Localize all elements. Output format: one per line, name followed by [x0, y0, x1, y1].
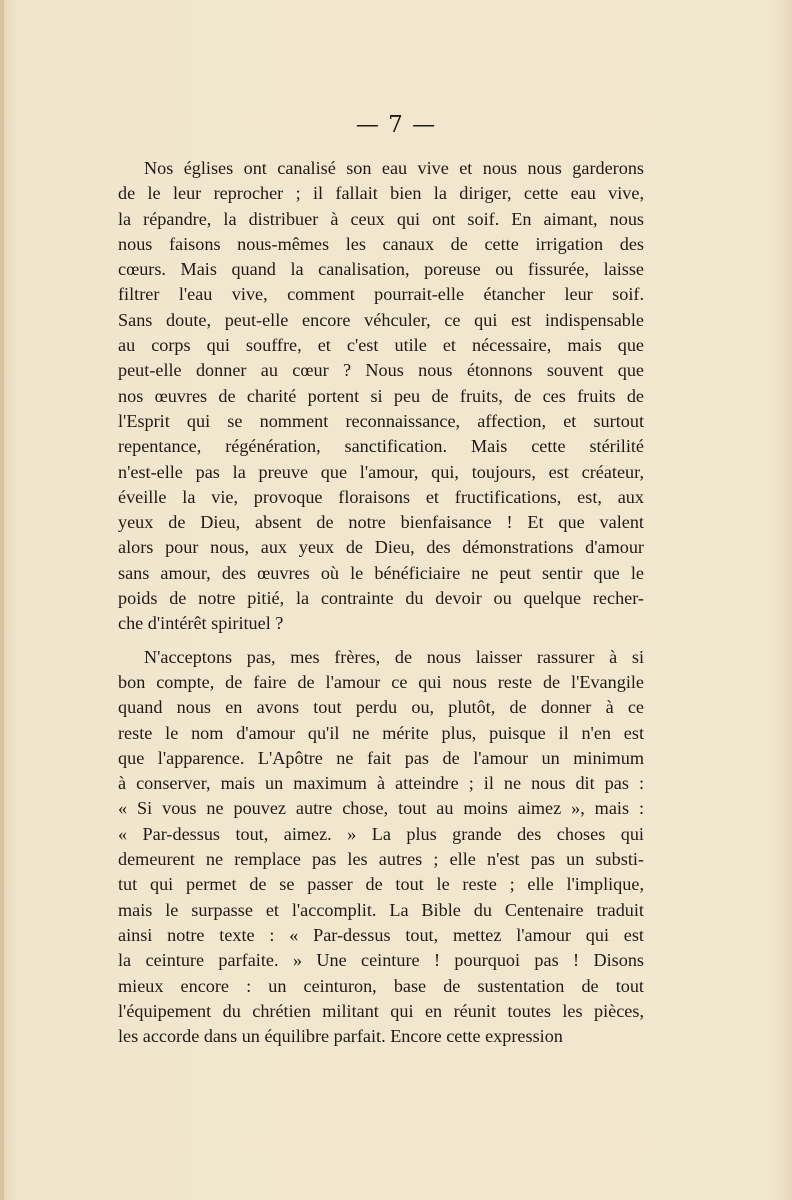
- text-line: sans amour, des œuvres où le bénéficiaire ne peut sentir que le: [118, 562, 644, 583]
- text-line: Sans doute, peut-elle encore véhculer, ce qui est indispensable: [118, 309, 644, 330]
- text-line: cœurs. Mais quand la canalisation, poreuse ou fissurée, laisse: [118, 259, 644, 280]
- page-binding-edge: [0, 0, 4, 1200]
- text-line: peut-elle donner au cœur ? Nous nous étonnons souvent que: [118, 360, 644, 381]
- text-line: yeux de Dieu, absent de notre bienfaisance ! Et que valent: [118, 512, 644, 533]
- text-line: N'acceptons pas, mes frères, de nous laisser rassurer à si: [144, 646, 644, 667]
- text-line: de le leur reprocher ; il fallait bien la diriger, cette eau vive,: [118, 183, 644, 204]
- text-line: l'Esprit qui se nomment reconnaissance, affection, et surtout: [118, 410, 644, 431]
- text-line: poids de notre pitié, la contrainte du devoir ou quelque recher-: [118, 588, 644, 609]
- text-line: bon compte, de faire de l'amour ce qui nous reste de l'Evangile: [118, 671, 644, 692]
- text-line: tut qui permet de se passer de tout le reste ; elle l'implique,: [118, 874, 644, 895]
- paragraph-2: [118, 645, 644, 1050]
- text-line: repentance, régénération, sanctification. Mais cette stérilité: [118, 436, 644, 457]
- text-line: la répandre, la distribuer à ceux qui ont soif. En aimant, nous: [118, 208, 644, 229]
- text-line: filtrer l'eau vive, comment pourrait-elle étancher leur soif.: [118, 284, 644, 305]
- text-line: l'équipement du chrétien militant qui en réunit toutes les pièces,: [118, 1000, 644, 1021]
- text-line: che d'intérêt spirituel ?: [118, 613, 284, 634]
- text-line: les accorde dans un équilibre parfait. Encore cette expression: [118, 1026, 563, 1047]
- text-line: ainsi notre texte : « Par-dessus tout, mettez l'amour qui est: [118, 924, 644, 945]
- text-line: demeurent ne remplace pas les autres ; elle n'est pas un substi-: [118, 849, 644, 870]
- text-line: « Par-dessus tout, aimez. » La plus grande des choses qui: [118, 823, 644, 844]
- text-line: la ceinture parfaite. » Une ceinture ! pourquoi pas ! Disons: [118, 950, 644, 971]
- text-line: Nos églises ont canalisé son eau vive et nous nous garderons: [144, 158, 644, 178]
- text-line: reste le nom d'amour qu'il ne mérite plus, puisque il n'en est: [118, 722, 644, 743]
- text-line: que l'apparence. L'Apôtre ne fait pas de l'amour un minimum: [118, 747, 644, 768]
- text-line: alors pour nous, aux yeux de Dieu, des démonstrations d'amour: [118, 537, 644, 558]
- text-line: mais le surpasse et l'accomplit. La Bible du Centenaire traduit: [118, 899, 644, 920]
- text-line: « Si vous ne pouvez autre chose, tout au moins aimez », mais :: [118, 798, 644, 819]
- page-number: — 7 —: [355, 112, 437, 138]
- text-line: à conserver, mais un maximum à atteindre ; il ne nous dit pas :: [118, 773, 644, 794]
- text-line: mieux encore : un ceinturon, base de sustentation de tout: [118, 975, 644, 996]
- text-line: nos œuvres de charité portent si peu de fruits, de ces fruits de: [118, 385, 644, 406]
- text-line: n'est-elle pas la preuve que l'amour, qui, toujours, est créateur,: [118, 461, 644, 482]
- body-text: [118, 156, 644, 1057]
- text-line: quand nous en avons tout perdu ou, plutôt, de donner à ce: [118, 697, 644, 718]
- text-line: nous faisons nous-mêmes les canaux de cette irrigation des: [118, 233, 644, 254]
- paragraph-1: [118, 156, 644, 637]
- text-line: au corps qui souffre, et c'est utile et nécessaire, mais que: [118, 335, 644, 356]
- text-line: éveille la vie, provoque floraisons et fructifications, est, aux: [118, 486, 644, 507]
